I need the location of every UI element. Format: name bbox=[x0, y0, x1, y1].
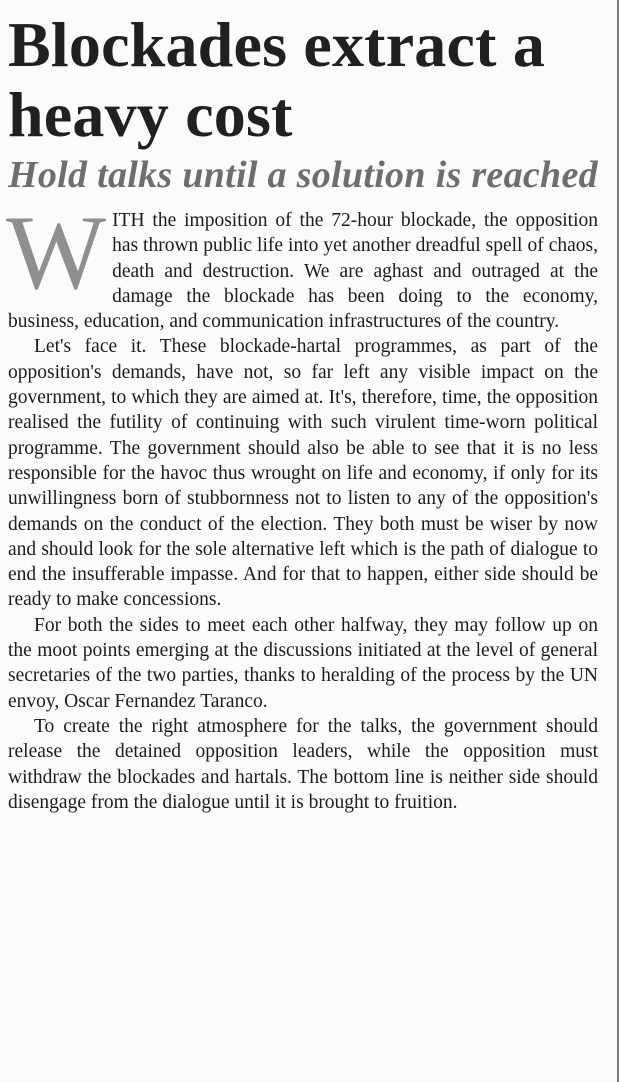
headline: Blockades extract a heavy cost bbox=[8, 9, 546, 150]
paragraph-4: To create the right atmosphere for the talks, the government should release the detained opposition leaders, while the opposition must withdraw the blockades and hartals. The bottom line is neither side should disengage from the dialogue until it is brought to fruition. bbox=[8, 715, 598, 813]
article-body bbox=[6, 194, 598, 815]
paragraph-2: Let's face it. These blockade-hartal programmes, as part of the opposition's demands, have not, so far left any visible impact on the government, to which they are aimed at. It's, therefore, time, the opposition realised the futility of continuing with such virulent time-worn political programme. The government should also be able to see that it is no less responsible for the havoc thus wrought on life and economy, if only for its unwillingness born of stubbornness not to listen to any of the opposition's demands on the conduct of the election. They both must be wiser by now and should look for the sole alternative left which is the path of dialogue to end the insufferable impasse. And for that to happen, either side should be ready to make concessions. bbox=[8, 336, 598, 611]
editorial-article bbox=[8, 0, 598, 815]
paragraph-1 bbox=[6, 194, 598, 334]
drop-cap: W bbox=[6, 194, 107, 311]
paragraph-3: For both the sides to meet each other halfway, they may follow up on the moot points emerging at the discussions initiated at the level of general secretaries of the two parties, thanks to heralding of the process by the UN envoy, Oscar Fernandez Taranco. bbox=[8, 614, 598, 712]
subheadline: Hold talks until a solution is reached bbox=[8, 154, 598, 196]
paragraph-1-text: ITH the imposition of the 72-hour blockade, the opposition has thrown public life into yet another dreadful spell of chaos, death and destruction. We are aghast and outraged at the damage the blockade has been doing to the economy, business, education, and communication infrastructures of the country. bbox=[8, 210, 598, 333]
